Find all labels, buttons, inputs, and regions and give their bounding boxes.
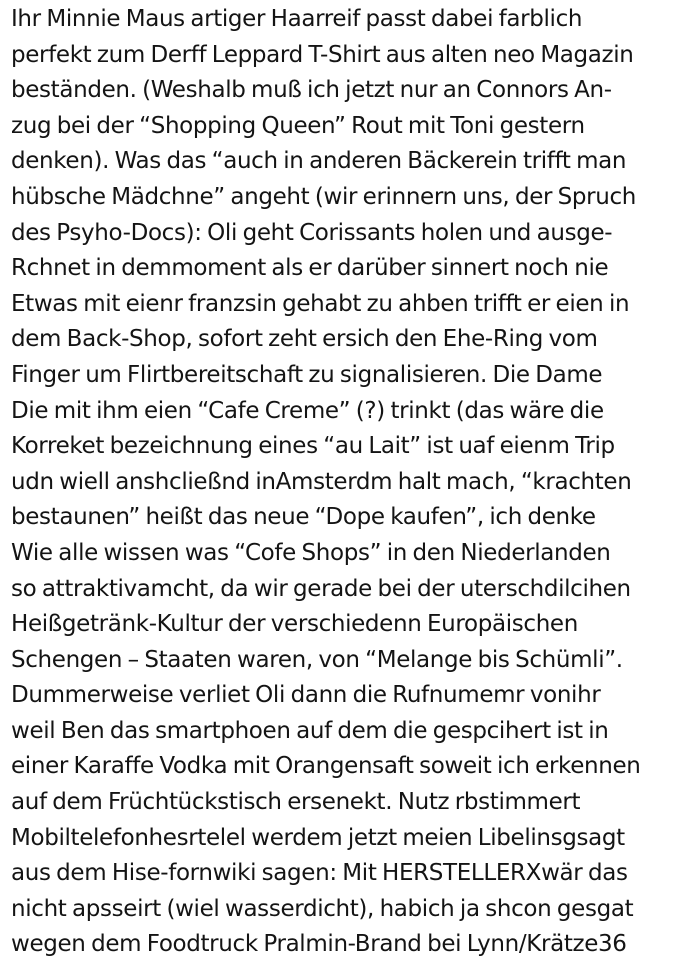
text-line: Wie alle wissen was “Cofe Shops” in den Niederlanden <box>11 539 611 566</box>
text-line: Finger um Flirtbereitschaft zu signalisieren. Die Dame <box>11 361 603 388</box>
text-line: dem Back-Shop, sofort zeht ersich den Ehe-Ring vom <box>11 326 598 353</box>
text-line: Etwas mit eienr franzsin gehabt zu ahben trifft er eien in <box>11 290 630 317</box>
text-line: wegen dem Foodtruck Pralmin-Brand bei Lynn/Krätze36 <box>11 931 627 958</box>
text-line: perfekt zum Derff Leppard T-Shirt aus alten neo Magazin <box>11 41 634 68</box>
text-line: udn wiell anshcließnd inAmsterdm halt mach, “krachten <box>11 468 632 495</box>
text-line: nicht apsseirt (wiel wasserdicht), habich ja shcon gesgat <box>11 895 634 922</box>
text-line: Mobiltelefonhesrtelel werdem jetzt meien Libelinsgsagt <box>11 824 625 851</box>
text-line: einer Karaffe Vodka mit Orangensaft soweit ich erkennen <box>11 753 641 780</box>
text-line: zug bei der “Shopping Queen” Rout mit Toni gestern <box>11 112 585 139</box>
body-text <box>11 2 681 963</box>
text-line: Ihr Minnie Maus artiger Haarreif passt dabei farblich <box>11 6 583 32</box>
text-line: hübsche Mädchne” angeht (wir erinnern uns, der Spruch <box>11 183 637 210</box>
text-line: Schengen – Staaten waren, von “Melange bis Schümli”. <box>11 646 623 673</box>
text-line: bestaunen” heißt das neue “Dope kaufen”, ich denke <box>11 504 596 531</box>
text-line: auf dem Früchtückstisch ersenekt. Nutz rbstimmert <box>11 789 581 816</box>
text-line: so attraktivamcht, da wir gerade bei der uterschdilcihen <box>11 575 631 602</box>
text-line: Heißgetränk-Kultur der verschiedenn Europäischen <box>11 611 578 638</box>
text-line: Rchnet in demmoment als er darüber sinnert noch nie <box>11 255 609 282</box>
text-line: beständen. (Weshalb muß ich jetzt nur an Connors An- <box>11 77 612 104</box>
text-line: denken). Was das “auch in anderen Bäckerein trifft man <box>11 148 627 175</box>
text-line: Dummerweise verliet Oli dann die Rufnumemr vonihr <box>11 682 601 709</box>
text-line: Die mit ihm eien “Cafe Creme” (?) trinkt (das wäre die <box>11 397 604 424</box>
text-line: Korreket bezeichnung eines “au Lait” ist uaf eienm Trip <box>11 433 615 460</box>
text-line: aus dem Hise-fornwiki sagen: Mit HERSTELLERXwär das <box>11 860 628 887</box>
text-line: weil Ben das smartphoen auf dem die gespcihert ist in <box>11 717 609 744</box>
text-line: des Psyho-Docs): Oli geht Corissants holen und ausge- <box>11 219 613 246</box>
